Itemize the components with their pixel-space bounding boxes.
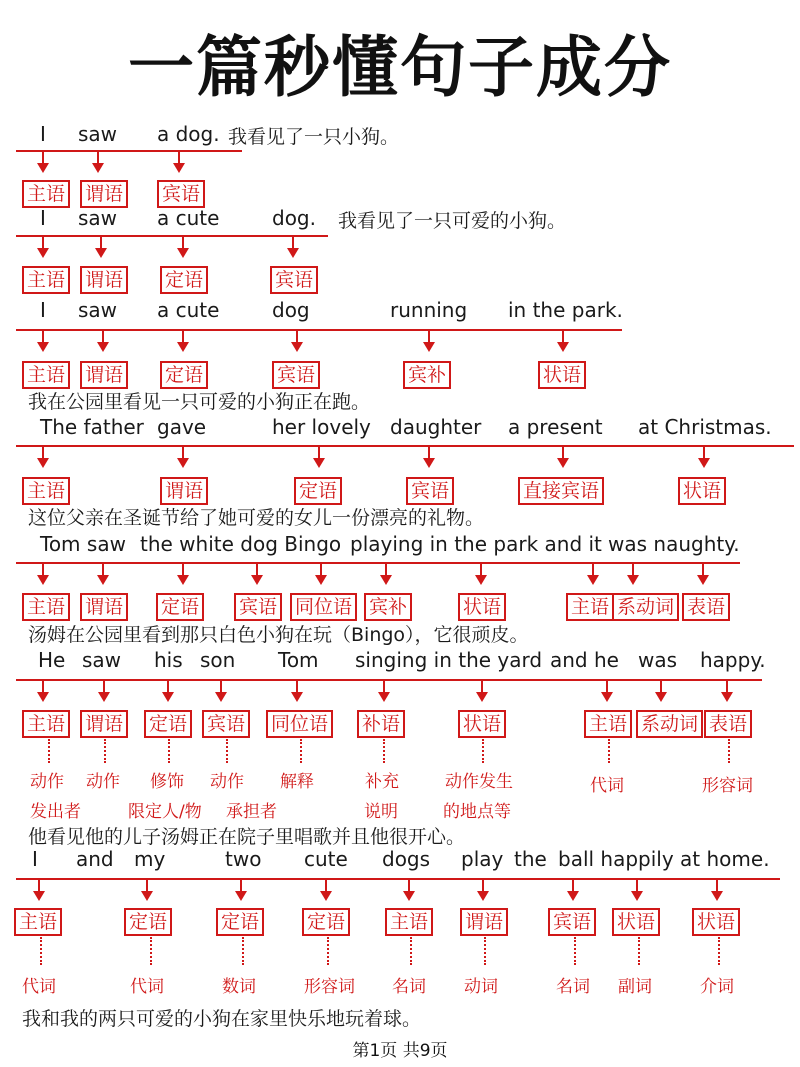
dotted-connector [718,937,720,965]
arrow-down-icon [567,891,579,901]
tag-predicate: 谓语 [460,908,508,936]
arrow-stem [100,235,102,249]
arrow-down-icon [37,458,49,468]
tag-object: 宾语 [157,180,205,208]
word: saw [78,122,118,146]
dotted-connector [482,739,484,763]
word: a dog. [157,122,220,146]
word: daughter [390,415,482,439]
tag-adverbial: 状语 [538,361,586,389]
note: 动作 [86,772,120,792]
arrow-stem [562,329,564,343]
arrow-stem [97,150,99,164]
word: I [40,298,46,322]
arrow-down-icon [141,891,153,901]
arrow-down-icon [403,891,415,901]
arrow-stem [182,329,184,343]
arrow-down-icon [98,692,110,702]
word: son [200,648,236,672]
arrow-stem [296,679,298,693]
word: happy. [700,648,766,672]
word: the [514,847,547,871]
arrow-stem [103,679,105,693]
arrow-down-icon [475,575,487,585]
word: dog. [272,206,316,230]
translation: 他看见他的儿子汤姆正在院子里唱歌并且他很开心。 [28,826,466,848]
tag-subject: 主语 [22,710,70,738]
tag-predicative: 表语 [682,593,730,621]
translation: 这位父亲在圣诞节给了她可爱的女儿一份漂亮的礼物。 [28,507,485,529]
arrow-down-icon [235,891,247,901]
word: saw [82,648,122,672]
underline [16,445,794,447]
word: playing in the park and it [350,532,602,556]
note: 承担者 [226,802,277,822]
arrow-stem [482,878,484,892]
arrow-stem [146,878,148,892]
tag-subject: 主语 [584,710,632,738]
tag-subject: 主语 [566,593,614,621]
tag-attributive: 定语 [302,908,350,936]
underline [16,679,762,681]
underline [16,329,622,331]
word: I [40,206,46,230]
arrow-stem [256,562,258,576]
arrow-stem [320,562,322,576]
arrow-stem [385,562,387,576]
tag-object: 宾语 [202,710,250,738]
arrow-down-icon [162,692,174,702]
word: her lovely [272,415,371,439]
word: gave [157,415,207,439]
tag-linking-verb: 系动词 [636,710,703,738]
word: a cute [157,298,220,322]
tag-adverbial: 状语 [458,593,506,621]
note: 动词 [464,977,498,997]
word: saw [78,206,118,230]
arrow-down-icon [313,458,325,468]
tag-adverbial: 状语 [612,908,660,936]
tag-subject: 主语 [22,361,70,389]
page-title: 一篇秒懂句子成分 [128,29,672,106]
note: 说明 [364,802,398,822]
arrow-down-icon [287,248,299,258]
note: 介词 [700,977,734,997]
tag-predicate: 谓语 [80,361,128,389]
note: 动作 [30,772,64,792]
word: I [40,122,46,146]
arrow-stem [182,562,184,576]
note: 名词 [392,977,426,997]
arrow-stem [182,235,184,249]
arrow-down-icon [37,692,49,702]
note: 副词 [618,977,652,997]
arrow-down-icon [97,575,109,585]
dotted-connector [574,937,576,965]
tag-subject: 主语 [22,180,70,208]
word: saw [78,298,118,322]
note: 代词 [22,977,56,997]
arrow-stem [636,878,638,892]
arrow-down-icon [92,163,104,173]
word: a cute [157,206,220,230]
dotted-connector [226,739,228,763]
tag-linking-verb: 系动词 [612,593,679,621]
dotted-connector [242,937,244,965]
word: his [154,648,183,672]
arrow-stem [572,878,574,892]
word: ball happily at home. [558,847,770,871]
word: two [225,847,262,871]
tag-complement: 补语 [357,710,405,738]
tag-subject: 主语 [22,477,70,505]
dotted-connector [383,739,385,763]
arrow-stem [42,235,44,249]
arrow-stem [178,150,180,164]
note: 动作 [210,772,244,792]
tag-object-complement: 宾补 [403,361,451,389]
arrow-down-icon [711,891,723,901]
dotted-connector [48,739,50,763]
arrow-down-icon [477,891,489,901]
dotted-connector [410,937,412,965]
arrow-down-icon [37,575,49,585]
arrow-stem [481,679,483,693]
arrow-stem [660,679,662,693]
arrow-down-icon [177,458,189,468]
arrow-stem [428,445,430,459]
tag-predicate: 谓语 [80,180,128,208]
dotted-connector [104,739,106,763]
note: 解释 [280,772,314,792]
arrow-down-icon [697,575,709,585]
note: 限定人/物 [128,802,202,822]
dotted-connector [728,739,730,763]
translation: 我在公园里看见一只可爱的小狗正在跑。 [28,391,371,413]
word: my [134,847,166,871]
arrow-stem [703,445,705,459]
tag-attributive: 定语 [156,593,204,621]
arrow-down-icon [721,692,733,702]
tag-object-complement: 宾补 [364,593,412,621]
arrow-stem [42,445,44,459]
arrow-stem [42,329,44,343]
arrow-down-icon [291,342,303,352]
arrow-down-icon [557,342,569,352]
word: the white dog Bingo [140,532,342,556]
note: 的地点等 [443,802,511,822]
arrow-stem [632,562,634,576]
arrow-down-icon [423,458,435,468]
arrow-down-icon [95,248,107,258]
arrow-stem [325,878,327,892]
arrow-stem [240,878,242,892]
arrow-stem [562,445,564,459]
arrow-down-icon [655,692,667,702]
note: 补充 [365,772,399,792]
arrow-down-icon [627,575,639,585]
tag-attributive: 定语 [144,710,192,738]
word: He [38,648,66,672]
arrow-stem [726,679,728,693]
arrow-down-icon [33,891,45,901]
word: The father [40,415,144,439]
arrow-down-icon [378,692,390,702]
arrow-down-icon [476,692,488,702]
arrow-stem [167,679,169,693]
arrow-down-icon [423,342,435,352]
tag-direct-object: 直接宾语 [518,477,604,505]
word: running [390,298,468,322]
tag-object: 宾语 [406,477,454,505]
tag-appositive: 同位语 [266,710,333,738]
tag-predicative: 表语 [704,710,752,738]
note: 动作发生 [445,772,513,792]
tag-attributive: 定语 [160,361,208,389]
underline [16,150,242,152]
tag-appositive: 同位语 [290,593,357,621]
word: at Christmas. [638,415,772,439]
arrow-down-icon [291,692,303,702]
word: Tom [278,648,319,672]
arrow-stem [292,235,294,249]
arrow-stem [42,150,44,164]
arrow-down-icon [37,248,49,258]
tag-subject: 主语 [385,908,433,936]
word: dogs [382,847,431,871]
arrow-down-icon [601,692,613,702]
note: 形容词 [702,776,753,796]
arrow-stem [182,445,184,459]
arrow-down-icon [37,163,49,173]
underline [16,235,328,237]
tag-attributive: 定语 [124,908,172,936]
tag-subject: 主语 [22,593,70,621]
arrow-stem [102,329,104,343]
arrow-down-icon [215,692,227,702]
arrow-down-icon [37,342,49,352]
arrow-stem [220,679,222,693]
word: cute [304,847,348,871]
tag-adverbial: 状语 [678,477,726,505]
arrow-stem [592,562,594,576]
arrow-down-icon [320,891,332,901]
tag-adverbial: 状语 [458,710,506,738]
note: 代词 [130,977,164,997]
arrow-stem [480,562,482,576]
arrow-down-icon [251,575,263,585]
tag-predicate: 谓语 [80,266,128,294]
tag-object: 宾语 [270,266,318,294]
arrow-down-icon [177,248,189,258]
word: singing in the yard [355,648,543,672]
word: I [32,847,38,871]
arrow-stem [296,329,298,343]
tag-subject: 主语 [14,908,62,936]
arrow-down-icon [173,163,185,173]
dotted-connector [327,937,329,965]
arrow-down-icon [177,575,189,585]
translation: 我看见了一只小狗。 [228,126,400,148]
arrow-stem [408,878,410,892]
word: in the park. [508,298,623,322]
arrow-stem [606,679,608,693]
word: play [461,847,504,871]
dotted-connector [40,937,42,965]
note: 代词 [590,776,624,796]
arrow-stem [428,329,430,343]
arrow-down-icon [557,458,569,468]
tag-adverbial: 状语 [692,908,740,936]
tag-object: 宾语 [234,593,282,621]
note: 发出者 [30,802,81,822]
underline [16,878,780,880]
dotted-connector [300,739,302,763]
arrow-down-icon [587,575,599,585]
arrow-down-icon [315,575,327,585]
tag-attributive: 定语 [294,477,342,505]
arrow-down-icon [631,891,643,901]
arrow-down-icon [698,458,710,468]
note: 形容词 [304,977,355,997]
tag-object: 宾语 [272,361,320,389]
tag-predicate: 谓语 [80,593,128,621]
tag-predicate: 谓语 [80,710,128,738]
arrow-stem [42,679,44,693]
arrow-down-icon [97,342,109,352]
word: and he [550,648,619,672]
word: and [76,847,114,871]
translation: 汤姆在公园里看到那只白色小狗在玩（Bingo），它很顽皮。 [28,624,529,646]
tag-predicate: 谓语 [160,477,208,505]
arrow-stem [102,562,104,576]
word: was naughty. [608,532,740,556]
word: Tom saw [40,532,126,556]
word: dog [272,298,310,322]
arrow-stem [383,679,385,693]
dotted-connector [638,937,640,965]
arrow-down-icon [177,342,189,352]
word: was [638,648,678,672]
arrow-stem [318,445,320,459]
dotted-connector [608,739,610,763]
tag-subject: 主语 [22,266,70,294]
note: 修饰 [150,772,184,792]
tag-object: 宾语 [548,908,596,936]
arrow-down-icon [380,575,392,585]
dotted-connector [168,739,170,763]
note: 数词 [222,977,256,997]
tag-attributive: 定语 [216,908,264,936]
note: 名词 [556,977,590,997]
word: a present [508,415,603,439]
arrow-stem [42,562,44,576]
dotted-connector [484,937,486,965]
dotted-connector [150,937,152,965]
page-indicator: 第1页 共9页 [352,1041,448,1061]
arrow-stem [38,878,40,892]
arrow-stem [716,878,718,892]
tag-attributive: 定语 [160,266,208,294]
translation: 我和我的两只可爱的小狗在家里快乐地玩着球。 [22,1008,422,1030]
arrow-stem [702,562,704,576]
translation: 我看见了一只可爱的小狗。 [338,210,567,232]
